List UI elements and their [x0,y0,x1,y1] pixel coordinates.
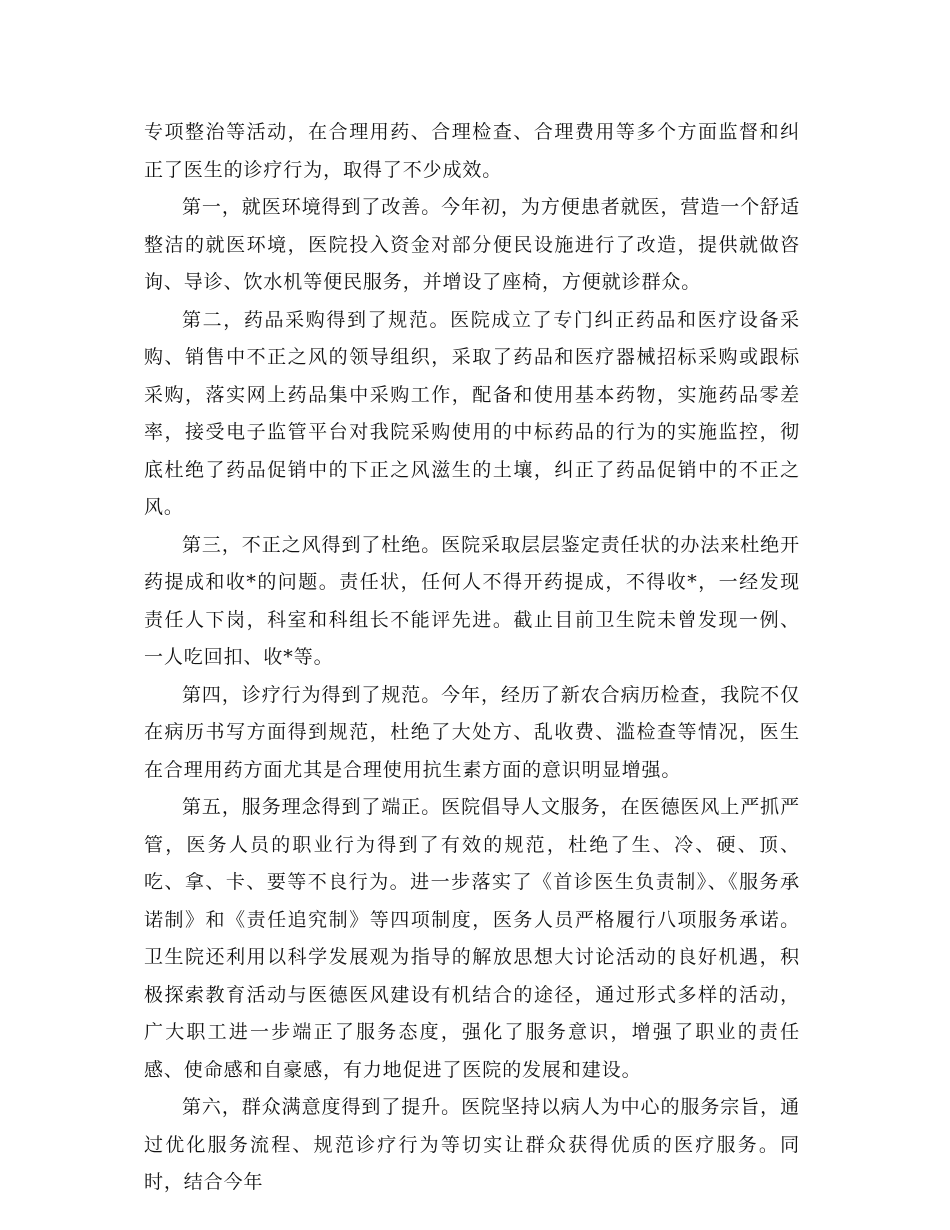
paragraph-first-environment: 第一，就医环境得到了改善。今年初，为方便患者就医，营造一个舒适整洁的就医环境，医院投入资金对部分便民设施进行了改造，提供就做咨询、导诊、饮水机等便民服务，并增设了座椅，方便就诊群众。 [144,196,800,293]
document-body [144,114,800,1202]
paragraph-second-procurement: 第二，药品采购得到了规范。医院成立了专门纠正药品和医疗设备采购、销售中不正之风的领导组织，采取了药品和医疗器械招标采购或跟标采购，落实网上药品集中采购工作，配备和使用基本药物，实施药品零差率，接受电子监管平台对我院采购使用的中标药品的行为的实施监控，彻底杜绝了药品促销中的下正之风滋生的土壤，纠正了药品促销中的不正之风。 [144,308,800,518]
paragraph-continuation: 专项整治等活动，在合理用药、合理检查、合理费用等多个方面监督和纠正了医生的诊疗行为，取得了不少成效。 [144,121,800,181]
paragraph-fourth-diagnosis: 第四，诊疗行为得到了规范。今年，经历了新农合病历检查，我院不仅在病历书写方面得到规范，杜绝了大处方、乱收费、滥检查等情况，医生在合理用药方面尤其是合理使用抗生素方面的意识明显增强。 [144,683,800,781]
paragraph-sixth-satisfaction: 第六，群众满意度得到了提升。医院坚持以病人为中心的服务宗旨，通过优化服务流程、规范诊疗行为等切实让群众获得优质的医疗服务。同时，结合今年 [144,1096,800,1193]
paragraph-fifth-service: 第五，服务理念得到了端正。医院倡导人文服务，在医德医风上严抓严管，医务人员的职业行为得到了有效的规范，杜绝了生、冷、硬、顶、吃、拿、卡、要等不良行为。进一步落实了《首诊医生负责制》、《服务承诺制》和《责任追究制》等四项制度，医务人员严格履行八项服务承诺。卫生院还利用以科学发展观为指导的解放思想大讨论活动的良好机遇，积极探索教育活动与医德医风建设有机结合的途径，通过形式多样的活动，广大职工进一步端正了服务态度，强化了服务意识，增强了职业的责任感、使命感和自豪感，有力地促进了医院的发展和建设。 [144,796,800,1081]
paragraph-third-misconduct: 第三，不正之风得到了杜绝。医院采取层层鉴定责任状的办法来杜绝开药提成和收*的问题。责任状，任何人不得开药提成，不得收*，一经发现责任人下岗，科室和科组长不能评先进。截止目前卫生院未曾发现一例、一人吃回扣、收*等。 [144,533,800,668]
